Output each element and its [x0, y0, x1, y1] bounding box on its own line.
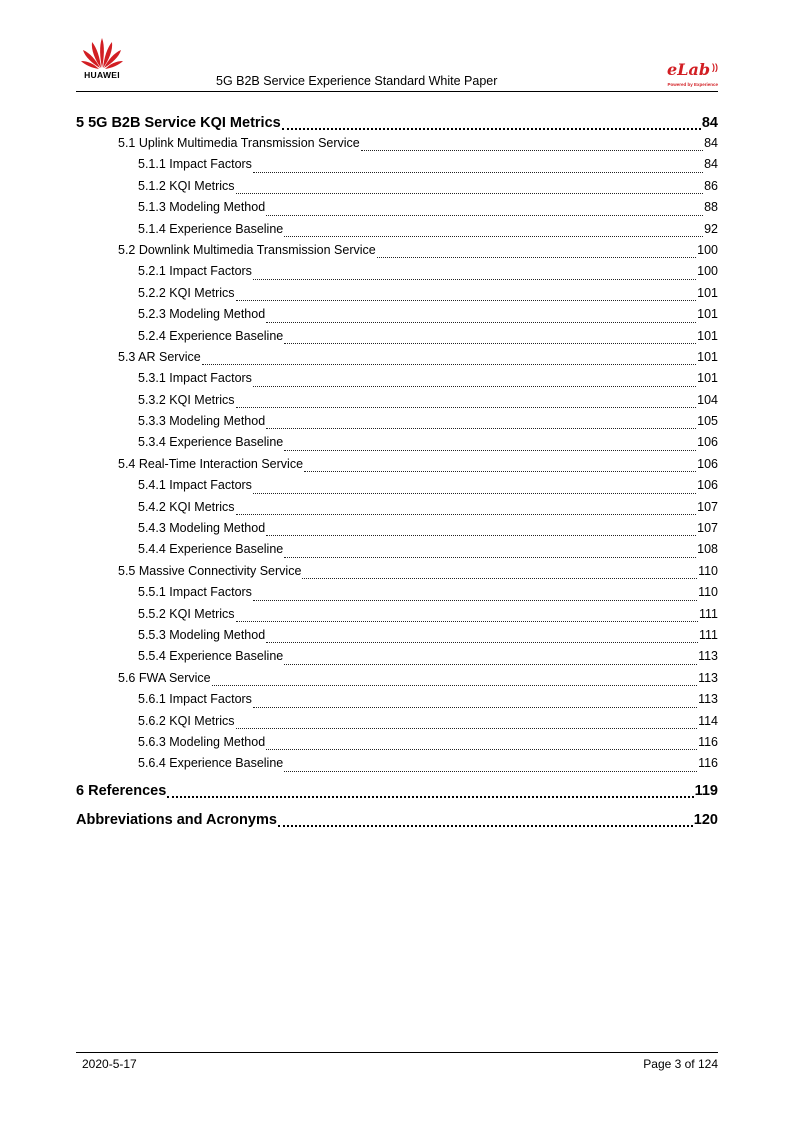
toc-entry-5-6-3[interactable]: 5.6.3 Modeling Method 116	[138, 734, 718, 749]
toc-entry-5-4-3[interactable]: 5.4.3 Modeling Method 107	[138, 521, 718, 536]
document-title: 5G B2B Service Experience Standard White Paper	[216, 74, 498, 88]
toc-entry-5-4-4[interactable]: 5.4.4 Experience Baseline 108	[138, 542, 718, 557]
toc-entry-5-1[interactable]: 5.1 Uplink Multimedia Transmission Service 84	[118, 135, 718, 150]
toc-entry-5-1-1[interactable]: 5.1.1 Impact Factors 84	[138, 157, 718, 172]
toc-entry-5-5-3[interactable]: 5.5.3 Modeling Method 111	[138, 627, 718, 642]
toc-entry-chapter-5[interactable]: 5 5G B2B Service KQI Metrics 84	[76, 115, 718, 131]
toc-entry-5-4-1[interactable]: 5.4.1 Impact Factors 106	[138, 478, 718, 493]
toc-entry-5-1-2[interactable]: 5.1.2 KQI Metrics 86	[138, 178, 718, 193]
toc-entry-5-5-1[interactable]: 5.5.1 Impact Factors 110	[138, 585, 718, 600]
toc-entry-abbreviations[interactable]: Abbreviations and Acronyms 120	[76, 811, 718, 828]
footer-page-number: Page 3 of 124	[643, 1057, 718, 1071]
toc-entry-5-1-3[interactable]: 5.1.3 Modeling Method 88	[138, 200, 718, 215]
toc-entry-5-4-2[interactable]: 5.4.2 KQI Metrics 107	[138, 499, 718, 514]
footer-date: 2020-5-17	[82, 1057, 137, 1071]
elab-wordmark: eLab	[667, 60, 710, 79]
toc-entry-5-2[interactable]: 5.2 Downlink Multimedia Transmission Service 100	[118, 242, 718, 257]
toc-entry-5-3-4[interactable]: 5.3.4 Experience Baseline 106	[138, 435, 718, 450]
toc-entry-5-6[interactable]: 5.6 FWA Service 113	[118, 670, 718, 685]
elab-tagline: Powered by Experience	[667, 82, 718, 87]
toc-entry-5-6-1[interactable]: 5.6.1 Impact Factors 113	[138, 692, 718, 707]
toc-entry-5-2-2[interactable]: 5.2.2 KQI Metrics 101	[138, 285, 718, 300]
toc-entry-5-5-4[interactable]: 5.5.4 Experience Baseline 113	[138, 649, 718, 664]
toc-entry-5-3[interactable]: 5.3 AR Service 101	[118, 349, 718, 364]
toc-entry-5-3-2[interactable]: 5.3.2 KQI Metrics 104	[138, 392, 718, 407]
elab-logo	[652, 60, 718, 90]
huawei-petals-icon	[80, 36, 124, 70]
toc-entry-5-4[interactable]: 5.4 Real-Time Interaction Service 106	[118, 456, 718, 471]
huawei-logo	[76, 36, 128, 80]
toc-entry-5-6-2[interactable]: 5.6.2 KQI Metrics 114	[138, 713, 718, 728]
toc-entry-5-5[interactable]: 5.5 Massive Connectivity Service 110	[118, 563, 718, 578]
toc-entry-5-6-4[interactable]: 5.6.4 Experience Baseline 116	[138, 756, 718, 771]
footer-divider	[76, 1052, 718, 1053]
table-of-contents	[76, 113, 718, 830]
toc-entry-5-2-1[interactable]: 5.2.1 Impact Factors 100	[138, 264, 718, 279]
toc-entry-5-2-3[interactable]: 5.2.3 Modeling Method 101	[138, 307, 718, 322]
toc-entry-chapter-6[interactable]: 6 References 119	[76, 782, 718, 799]
toc-entry-5-3-3[interactable]: 5.3.3 Modeling Method 105	[138, 414, 718, 429]
toc-entry-5-2-4[interactable]: 5.2.4 Experience Baseline 101	[138, 328, 718, 343]
toc-entry-5-5-2[interactable]: 5.5.2 KQI Metrics 111	[138, 606, 718, 621]
signal-waves-icon: ))	[712, 62, 718, 72]
toc-entry-5-1-4[interactable]: 5.1.4 Experience Baseline 92	[138, 221, 718, 236]
header-divider	[76, 91, 718, 92]
huawei-wordmark: HUAWEI	[84, 70, 120, 80]
toc-entry-5-3-1[interactable]: 5.3.1 Impact Factors 101	[138, 371, 718, 386]
page-header	[76, 36, 718, 92]
